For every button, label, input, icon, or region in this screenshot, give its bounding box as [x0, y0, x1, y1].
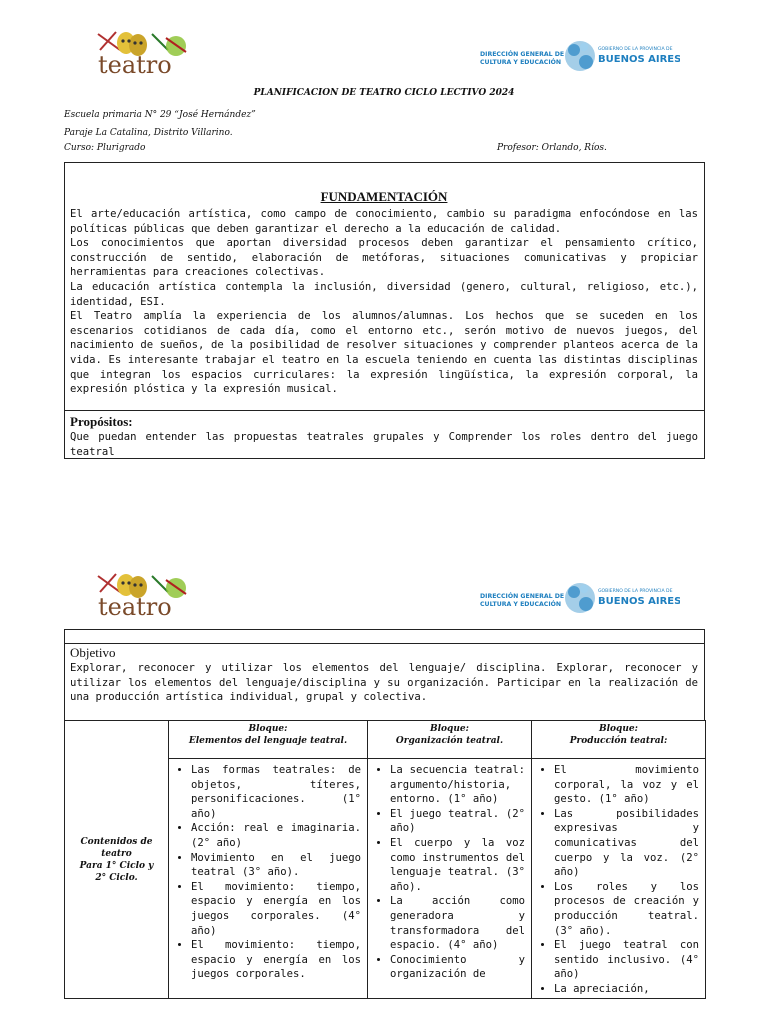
header-line: Producción teatral:	[569, 736, 668, 746]
ba-org-line2: CULTURA Y EDUCACIÓN	[480, 59, 562, 66]
fundamentacion-title: FUNDAMENTACIÓN	[320, 189, 448, 204]
ba-name: BUENOS AIRES	[598, 54, 680, 65]
fundamentacion-p2: Los conocimientos que aportan diversidad procesos deben garantizar el pensamiento crítico, construcción de sentido, elaboración de metóforas, situaciones comunicativas y propiciar herramientas para creaciones colectivas.	[70, 237, 698, 279]
ba-org-line1: DIRECCIÓN GENERAL DE	[480, 51, 565, 58]
fundamentacion-p3: La educación artística contempla la inclusión, diversidad (genero, cultural, religioso, etc.), identidad, ESI.	[70, 280, 698, 308]
produccion-list	[538, 763, 699, 997]
elementos-list	[175, 763, 361, 982]
objetivo-box	[64, 629, 705, 721]
propositos-section	[70, 414, 698, 459]
side-label-line: Contenidos de	[80, 836, 153, 847]
list-item: • La secuencia teatral: argumento/historia, entorno. (1° año)	[390, 763, 525, 807]
ba-name: BUENOS AIRES	[598, 596, 680, 607]
fundamentacion-box	[64, 162, 705, 459]
col-organizacion-cell	[368, 759, 532, 999]
list-item: • Acción: real e imaginaria. (2° año)	[191, 821, 361, 850]
section-divider	[65, 410, 704, 411]
organizacion-list	[374, 763, 525, 982]
list-item: • La acción como generadora y transformadora del espacio. (4° año)	[390, 894, 525, 952]
list-item: • Conocimiento y organización de	[390, 953, 525, 982]
table-header-row	[65, 721, 706, 759]
theatre-masks-icon	[90, 28, 200, 78]
fundamentacion-section	[70, 191, 698, 397]
list-item: • El movimiento: tiempo, espacio y energía en los juegos corporales. (4° año)	[191, 880, 361, 938]
list-item: • El juego teatral. (2° año)	[390, 807, 525, 836]
teatro-logo	[90, 570, 200, 620]
col-elementos-cell	[169, 759, 368, 999]
ba-org-line1: DIRECCIÓN GENERAL DE	[480, 593, 565, 600]
theatre-masks-icon	[90, 570, 200, 620]
col-header-organizacion	[368, 721, 532, 759]
list-item: • Movimiento en el juego teatral (3° año).	[191, 851, 361, 880]
propositos-text: Que puedan entender las propuestas teatrales grupales y Comprender los roles dentro del juego teatral	[70, 431, 698, 458]
buenos-aires-logo	[480, 578, 680, 622]
propositos-title: Propósitos:	[70, 414, 133, 429]
fundamentacion-p4: El Teatro amplía la experiencia de los alumnos/alumnas. Los hechos que se suceden en los escenarios cotidianos de cada día, como el entorno etc., serón motivo de nuevos juegos, del nacimiento de sueños, de la posibilidad de resolver situaciones y comprender planteos acerca de la vida. Es interesante trabajar el teatro en la escuela teniendo en cuenta las distintas disciplinas que integran los espacios curriculares: la expresión lingüística, la expresión corporal, la expresión plóstica y la expresión musical.	[70, 310, 698, 396]
list-item: • El cuerpo y la voz como instrumentos del lenguaje teatral. (3° año).	[390, 836, 525, 894]
ba-org-line2: CULTURA Y EDUCACIÓN	[480, 601, 562, 608]
teacher-label: Profesor: Orlando, Ríos.	[497, 143, 607, 153]
col-header-produccion	[532, 721, 706, 759]
header-line: Elementos del lenguaje teatral.	[188, 736, 348, 746]
buenos-aires-logo	[480, 36, 680, 80]
col-produccion-cell	[532, 759, 706, 999]
top-divider	[65, 643, 704, 644]
page-2	[0, 560, 768, 1024]
objetivo-section	[70, 645, 698, 705]
list-item: • Los roles y los procesos de creación y producción teatral. (3° año).	[554, 880, 699, 938]
header-line: Bloque:	[599, 724, 638, 734]
side-label-line: 2° Ciclo.	[95, 872, 138, 883]
school-location: Paraje La Catalina, Distrito Villarino.	[64, 128, 233, 138]
ba-emblem-icon	[565, 583, 595, 613]
contents-table	[64, 720, 706, 999]
list-item: • Las posibilidades expresivas y comunicativas del cuerpo y la voz. (2° año)	[554, 807, 699, 880]
course-label: Curso: Plurigrado	[64, 143, 146, 153]
ba-gov-line: GOBIERNO DE LA PROVINCIA DE	[598, 47, 673, 52]
ba-gov-line: GOBIERNO DE LA PROVINCIA DE	[598, 589, 673, 594]
header-line: Bloque:	[430, 724, 469, 734]
teatro-logo	[90, 28, 200, 78]
list-item: • La apreciación,	[554, 982, 699, 997]
list-item: • El juego teatral con sentido inclusivo. (4° año)	[554, 938, 699, 982]
col-header-elementos	[169, 721, 368, 759]
side-label-line: Para 1° Ciclo y	[79, 860, 154, 871]
page-1	[0, 0, 768, 470]
fundamentacion-p1: El arte/educación artística, como campo de conocimiento, cambio su paradigma enfocóndose en las políticas públicas que deben garantizar el derecho a la educación de calidad.	[70, 208, 698, 235]
objetivo-text: Explorar, reconocer y utilizar los elementos del lenguaje/ disciplina. Explorar, reconocer y utilizar los elementos del lenguaje/disciplina y su organización. Participar en la realización de una producción artística individual, grupal y colectiva.	[70, 662, 698, 704]
header-line: Bloque:	[248, 724, 288, 734]
objetivo-title: Objetivo	[70, 645, 116, 660]
ba-emblem-icon	[565, 41, 595, 71]
header-line: Organización teatral.	[395, 736, 504, 746]
list-item: • El movimiento corporal, la voz y el gesto. (1° año)	[554, 763, 699, 807]
document-title: PLANIFICACION DE TEATRO CICLO LECTIVO 2024	[253, 88, 515, 98]
side-label-line: teatro	[101, 848, 132, 859]
teatro-logo-text: teatro	[98, 51, 172, 78]
side-label-cell	[65, 721, 169, 999]
teatro-logo-text: teatro	[98, 593, 172, 620]
list-item: • El movimiento: tiempo, espacio y energía en los juegos corporales.	[191, 938, 361, 982]
list-item: • Las formas teatrales: de objetos, títeres, personificaciones. (1° año)	[191, 763, 361, 821]
school-name: Escuela primaria N° 29 “José Hernández”	[64, 110, 256, 120]
